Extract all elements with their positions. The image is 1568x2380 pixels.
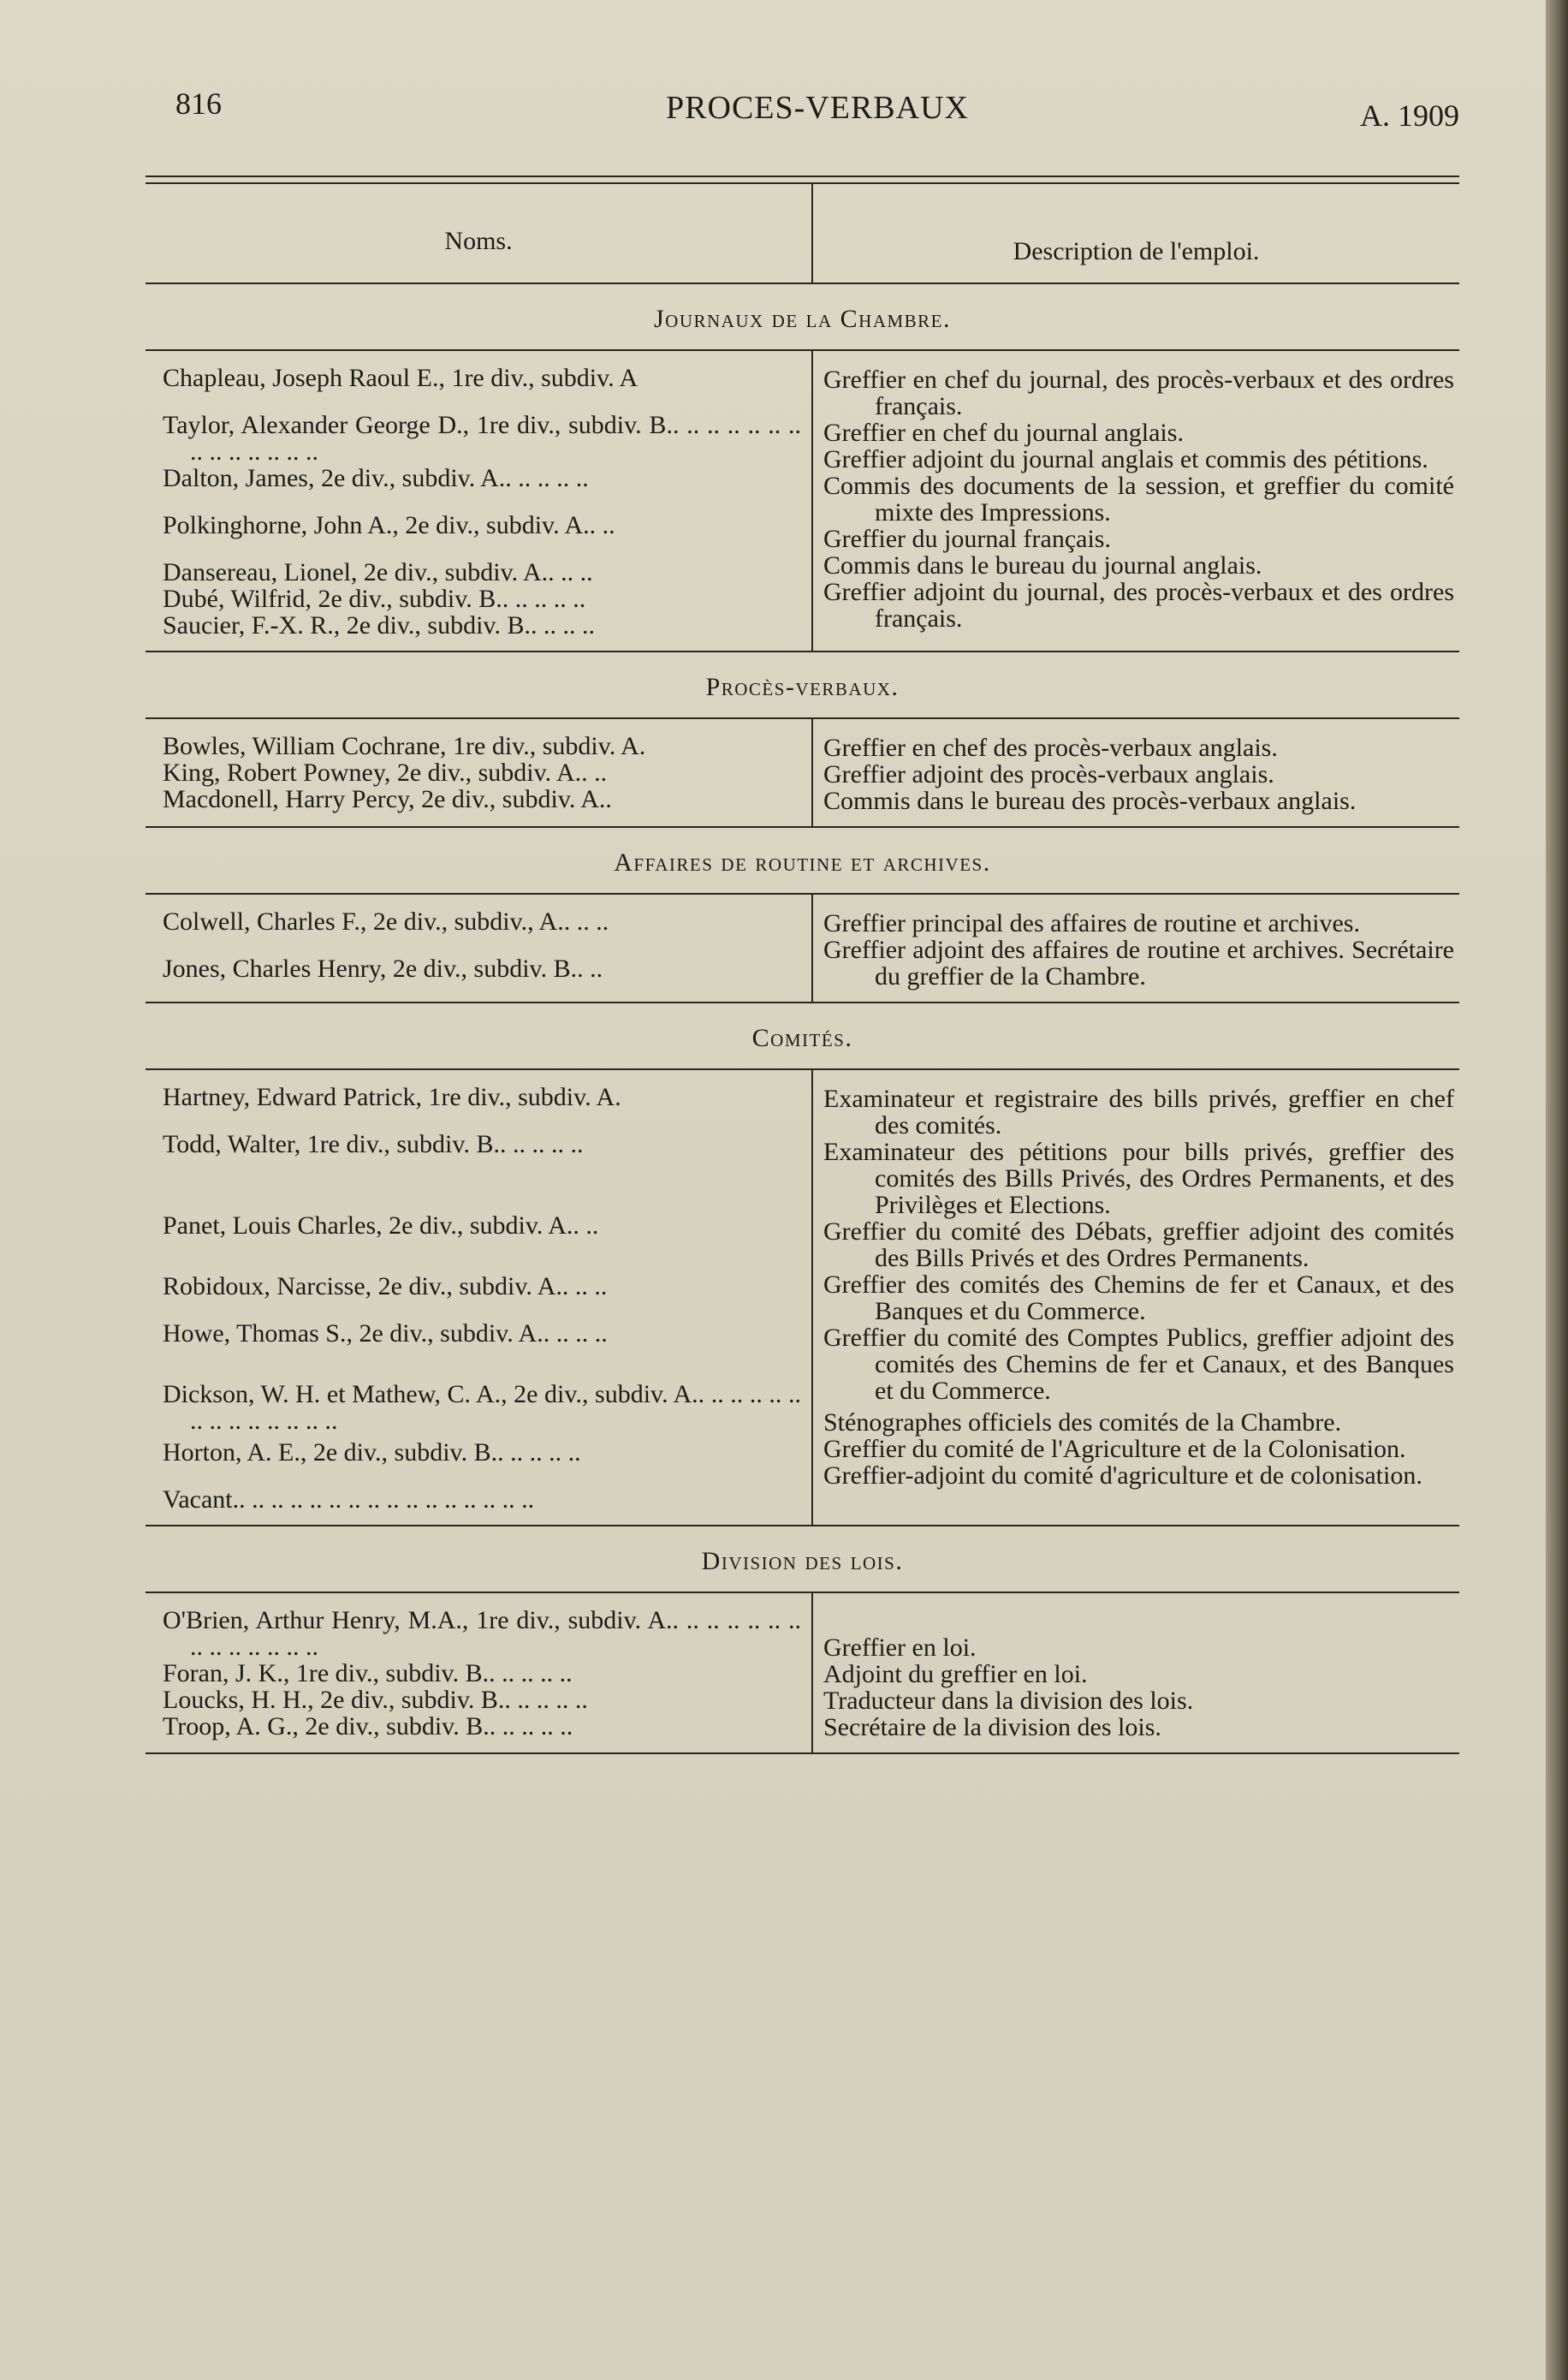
names-column — [146, 895, 813, 1002]
employee-name: Dickson, W. H. et Mathew, C. A., 2e div., subdiv. A.. .. .. .. .. .. .. .. .. .. .. .. .. .. — [163, 1380, 801, 1435]
section-journaux — [146, 351, 1459, 651]
employee-name: Troop, A. G., 2e div., subdiv. B.. .. .. .. .. — [163, 1712, 573, 1740]
employee-name: Hartney, Edward Patrick, 1re div., subdiv. A. — [163, 1083, 621, 1111]
job-description: Greffier adjoint des affaires de routine et archives. Secrétaire du greffier de la Chambre. — [823, 936, 1454, 991]
names-column — [146, 1593, 813, 1752]
employee-name: Panet, Louis Charles, 2e div., subdiv. A.. .. — [163, 1211, 599, 1240]
job-description: Greffier adjoint du journal, des procès-verbaux et des ordres français. — [823, 578, 1454, 633]
job-description: Greffier en chef du journal anglais. — [823, 419, 1184, 447]
job-description: Greffier du comité des Débats, greffier adjoint des comités des Bills Privés et des Ordres Permanents. — [823, 1217, 1454, 1272]
top-double-rule — [146, 176, 1459, 184]
description-column — [813, 895, 1459, 1002]
section-affaires-routine — [146, 895, 1459, 1002]
description-column — [813, 1070, 1459, 1525]
employee-name: Howe, Thomas S., 2e div., subdiv. A.. .. .. .. — [163, 1319, 608, 1348]
employee-name: Macdonell, Harry Percy, 2e div., subdiv. A.. — [163, 785, 612, 813]
page-header — [175, 86, 1459, 137]
job-description: Greffier principal des affaires de routine et archives. — [823, 909, 1360, 937]
document-table — [146, 176, 1459, 1754]
job-description: Traducteur dans la division des lois. — [823, 1687, 1194, 1715]
employee-name: Horton, A. E., 2e div., subdiv. B.. .. .. .. .. — [163, 1438, 581, 1467]
names-column — [146, 1070, 813, 1525]
job-description: Examinateur des pétitions pour bills privés, greffier des comités des Bills Privés, des Ordres Permanents, et des Privilèges et Elections. — [823, 1138, 1454, 1219]
session-year: A. 1909 — [1360, 98, 1459, 133]
description-column-header: Description de l'emploi. — [1013, 237, 1260, 265]
job-description: Greffier en chef du journal, des procès-verbaux et des ordres français. — [823, 366, 1454, 420]
employee-name: Taylor, Alexander George D., 1re div., subdiv. B.. .. .. .. .. .. .. .. .. .. .. .. .. .. — [163, 411, 801, 466]
job-description: Greffier adjoint des procès-verbaux anglais. — [823, 760, 1274, 788]
employee-name: Todd, Walter, 1re div., subdiv. B.. .. .. .. .. — [163, 1130, 584, 1158]
employee-name: King, Robert Powney, 2e div., subdiv. A.. .. — [163, 759, 608, 787]
description-column — [813, 1593, 1459, 1752]
page-number: 816 — [175, 86, 222, 121]
names-column — [146, 351, 813, 651]
job-description: Greffier en chef des procès-verbaux anglais. — [823, 734, 1278, 762]
description-column — [813, 351, 1459, 651]
employee-name: Vacant.. .. .. .. .. .. .. .. .. .. .. .. .. .. .. .. — [163, 1485, 535, 1514]
job-description: Commis des documents de la session, et greffier du comité mixte des Impressions. — [823, 472, 1454, 527]
employee-name: Polkinghorne, John A., 2e div., subdiv. A.. .. — [163, 511, 615, 539]
employee-name: Dubé, Wilfrid, 2e div., subdiv. B.. .. .. .. .. — [163, 585, 586, 613]
names-column-header: Noms. — [146, 184, 813, 283]
running-title: PROCES-VERBAUX — [666, 90, 969, 126]
job-description: Greffier des comités des Chemins de fer et Canaux, et des Banques et du Commerce. — [823, 1270, 1454, 1325]
book-spine-shadow — [1546, 0, 1568, 2380]
employee-name: Chapleau, Joseph Raoul E., 1re div., subdiv. A — [163, 364, 638, 392]
description-column — [813, 719, 1459, 826]
job-description: Greffier en loi. — [823, 1633, 977, 1662]
employee-name: Foran, J. K., 1re div., subdiv. B.. .. .. .. .. — [163, 1659, 573, 1687]
employee-name: Loucks, H. H., 2e div., subdiv. B.. .. .. .. .. — [163, 1686, 588, 1714]
section-comites — [146, 1070, 1459, 1525]
job-description: Adjoint du greffier en loi. — [823, 1660, 1088, 1688]
employee-name: Saucier, F.-X. R., 2e div., subdiv. B.. .. .. .. — [163, 611, 595, 640]
section-title-division-lois: Division des lois. — [701, 1547, 904, 1575]
section-title-proces-verbaux: Procès-verbaux. — [705, 673, 900, 701]
employee-name: Jones, Charles Henry, 2e div., subdiv. B.. .. — [163, 955, 603, 983]
column-header-row — [146, 184, 1459, 283]
section-title-affaires-routine: Affaires de routine et archives. — [614, 848, 991, 877]
job-description: Greffier-adjoint du comité d'agriculture et de colonisation. — [823, 1461, 1422, 1490]
job-description: Greffier adjoint du journal anglais et commis des pétitions. — [823, 445, 1428, 473]
employee-name: Colwell, Charles F., 2e div., subdiv., A.. .. .. — [163, 907, 609, 936]
employee-name: Robidoux, Narcisse, 2e div., subdiv. A.. .. .. — [163, 1272, 608, 1300]
section-division-lois — [146, 1593, 1459, 1752]
employee-name: Bowles, William Cochrane, 1re div., subdiv. A. — [163, 732, 646, 760]
job-description: Examinateur et registraire des bills privés, greffier en chef des comités. — [823, 1085, 1454, 1139]
job-description: Secrétaire de la division des lois. — [823, 1713, 1161, 1741]
job-description: Commis dans le bureau des procès-verbaux anglais. — [823, 787, 1357, 815]
employee-name: Dalton, James, 2e div., subdiv. A.. .. .. .. .. — [163, 464, 589, 492]
employee-name: Dansereau, Lionel, 2e div., subdiv. A.. .. .. — [163, 558, 593, 586]
employee-name: O'Brien, Arthur Henry, M.A., 1re div., subdiv. A.. .. .. .. .. .. .. .. .. .. .. .. .. .. — [163, 1606, 801, 1661]
names-column — [146, 719, 813, 826]
section-title-comites: Comités. — [751, 1024, 853, 1052]
bottom-rule — [146, 1752, 1459, 1754]
job-description: Greffier du comité de l'Agriculture et de la Colonisation. — [823, 1435, 1406, 1463]
section-title-journaux: Journaux de la Chambre. — [653, 305, 951, 333]
job-description: Commis dans le bureau du journal anglais. — [823, 551, 1262, 580]
job-description: Sténographes officiels des comités de la Chambre. — [823, 1408, 1342, 1437]
job-description: Greffier du comité des Comptes Publics, greffier adjoint des comités des Chemins de fer et Canaux, et des Banques et du Commerce. — [823, 1324, 1454, 1405]
job-description: Greffier du journal français. — [823, 525, 1111, 553]
section-proces-verbaux — [146, 719, 1459, 826]
